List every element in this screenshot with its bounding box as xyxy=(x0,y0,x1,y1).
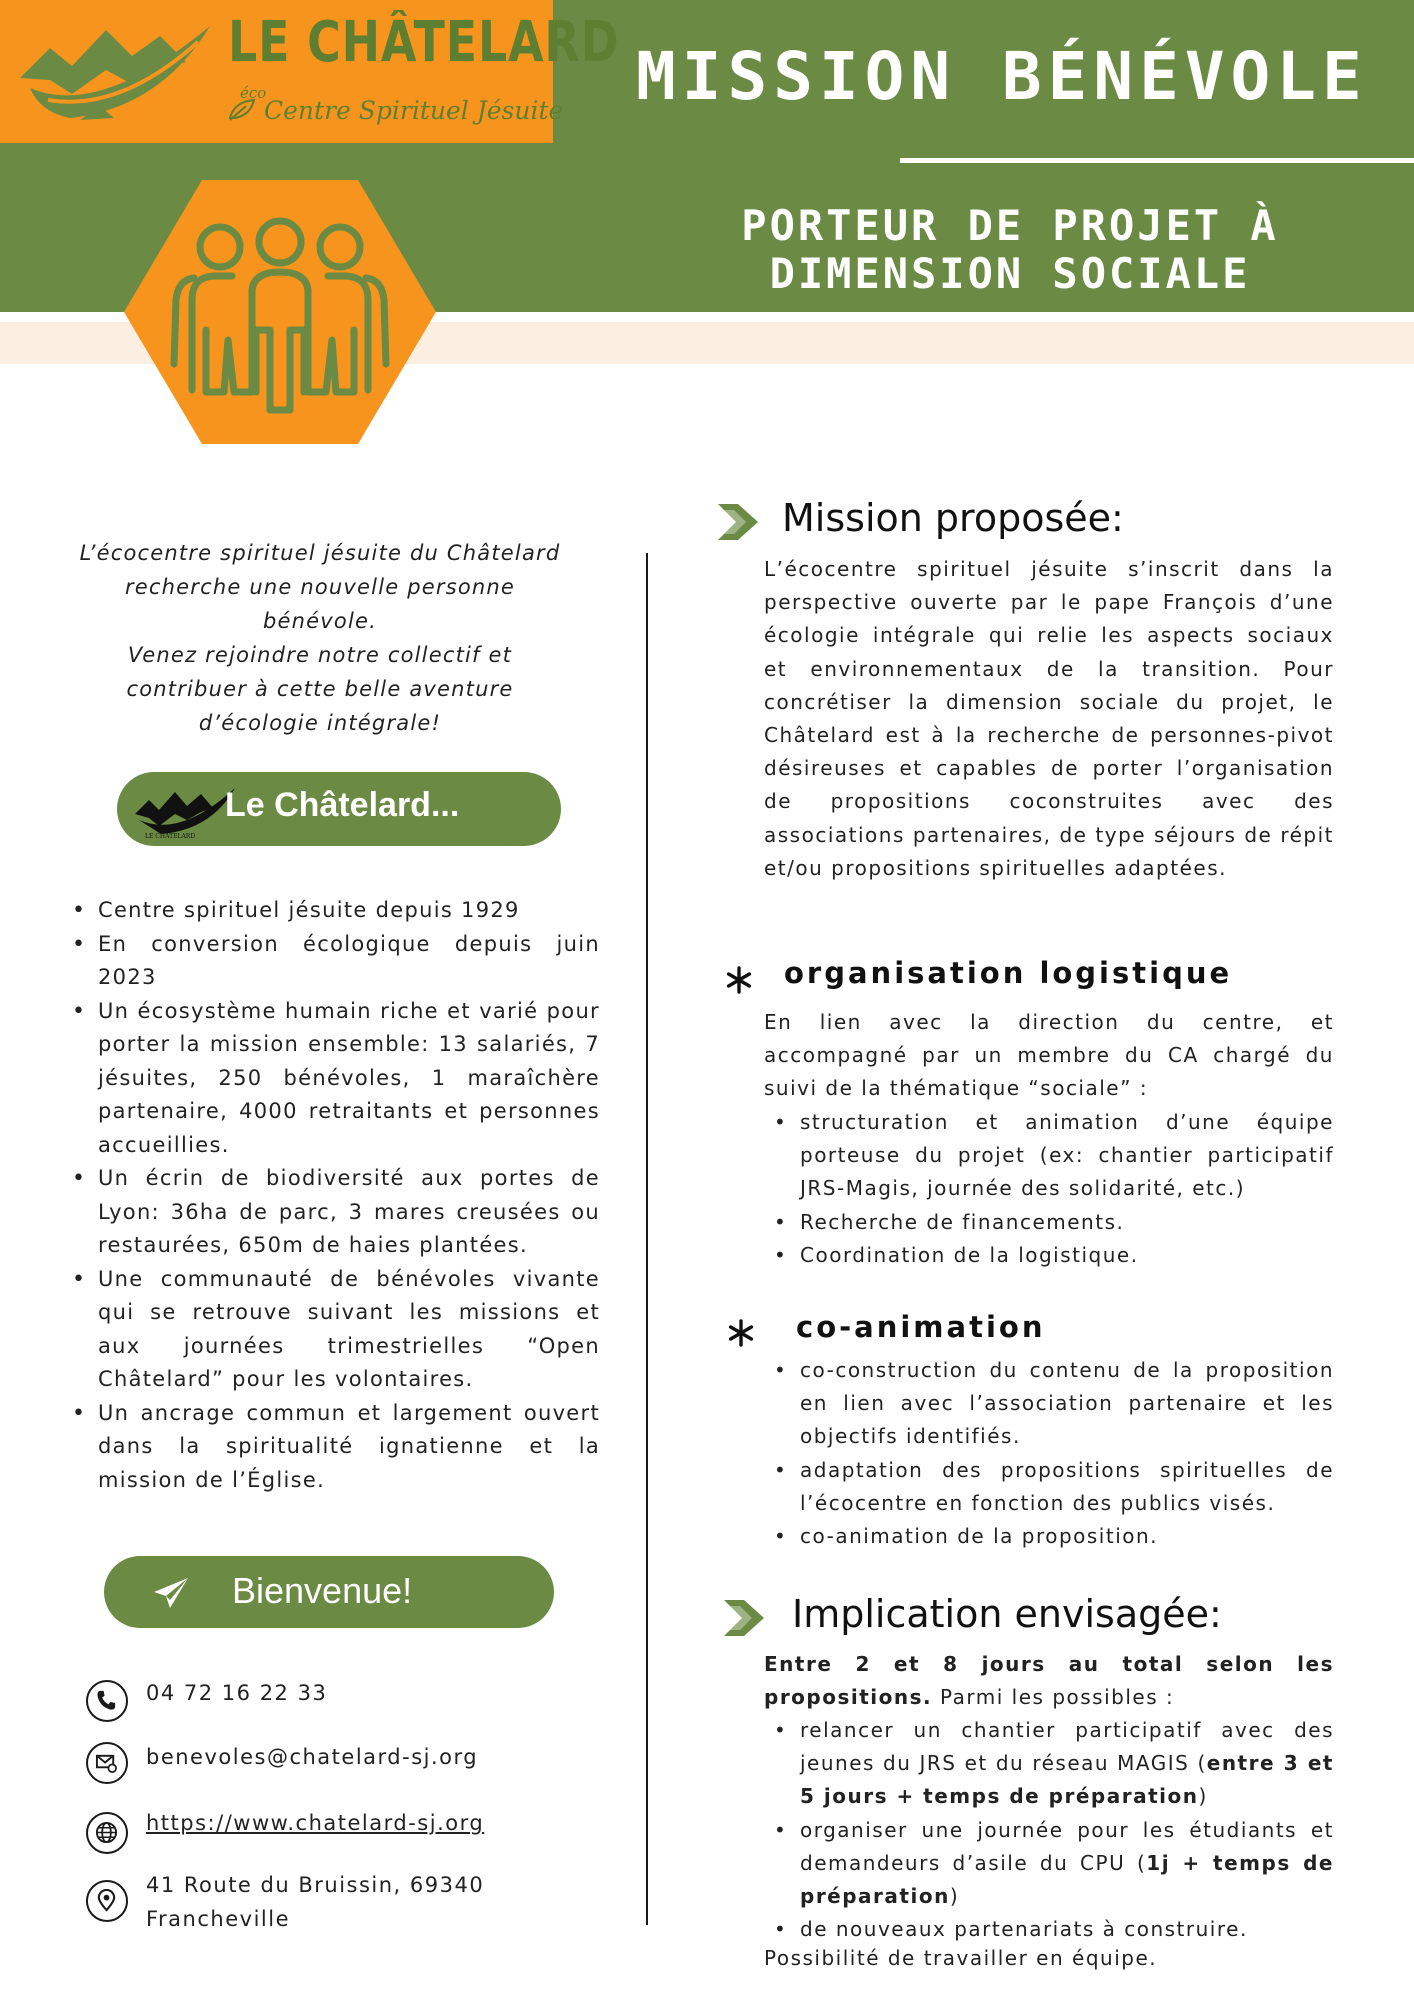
chevron-arrow-icon xyxy=(722,1598,766,1638)
item-end: ) xyxy=(1198,1784,1208,1809)
organisation-list xyxy=(764,1106,1334,1272)
list-item: • structuration et animation d’une équipe porteuse du projet (ex: chantier participatif JRS-Magis, journée des solidarité, etc.) xyxy=(764,1106,1334,1206)
list-item: • de nouveaux partenariats à construire. xyxy=(764,1913,1334,1946)
list-item: • Coordination de la logistique. xyxy=(764,1239,1334,1272)
list-item: • Centre spirituel jésuite depuis 1929 xyxy=(70,894,600,928)
list-item: • En conversion écologique depuis juin 2023 xyxy=(70,928,600,995)
chevron-arrow-icon xyxy=(716,502,760,542)
asterisk-icon xyxy=(726,1318,756,1348)
implication-intro-rest: Parmi les possibles : xyxy=(932,1685,1175,1710)
mail-icon xyxy=(86,1742,128,1784)
title-divider xyxy=(900,158,1414,163)
asterisk-icon xyxy=(724,965,754,995)
intro-line: d’écologie intégrale! xyxy=(198,711,442,735)
intro-line: bénévole. xyxy=(263,609,377,633)
item-bold: 1j + temps de préparation xyxy=(800,1850,1334,1909)
logo-subtitle: Centre Spirituel Jésuite xyxy=(264,96,564,125)
list-item: • adaptation des propositions spirituelles de l’écocentre en fonction des publics visés. xyxy=(764,1454,1334,1520)
item-text: organiser une journée pour les étudiants et demandeurs d’asile du CPU ( xyxy=(800,1817,1334,1875)
paper-plane-icon xyxy=(152,1576,190,1610)
logo-name: LE CHÂTELARD xyxy=(228,10,620,75)
intro-text xyxy=(40,536,600,740)
welcome-label: Bienvenue! xyxy=(232,1570,413,1611)
people-icon xyxy=(124,180,436,444)
subtitle-line-1: PORTEUR DE PROJET À xyxy=(741,201,1279,250)
logo-mark-icon xyxy=(10,8,220,136)
email-address[interactable]: benevoles@chatelard-sj.org xyxy=(146,1745,479,1769)
implication-list xyxy=(764,1714,1334,1946)
chatelard-banner-label: Le Châtelard... xyxy=(225,786,460,824)
website-link[interactable]: https://www.chatelard-sj.org xyxy=(146,1811,485,1835)
list-item: • co-construction du contenu de la proposition en lien avec l’association partenaire et les objectifs identifiés. xyxy=(764,1354,1334,1454)
page-title: MISSION BÉNÉVOLE xyxy=(636,38,1368,115)
column-divider xyxy=(646,553,648,1925)
list-item xyxy=(764,1714,1334,1814)
intro-line: contribuer à cette belle aventure xyxy=(126,677,514,701)
list-item: • Un écosystème humain riche et varié pour porter la mission ensemble: 13 salariés, 7 jésuites, 250 bénévoles, 1 maraîchère partenaire, 4000 retraitants et personnes accueillies. xyxy=(70,995,600,1163)
list-item: • Un ancrage commun et largement ouvert dans la spiritualité ignatienne et la mission de l’Église. xyxy=(70,1397,600,1498)
item-text: relancer un chantier participatif avec des jeunes du JRS et du réseau MAGIS ( xyxy=(800,1718,1334,1776)
list-item: • Un écrin de biodiversité aux portes de Lyon: 36ha de parc, 3 mares creusées ou restaurées, 650m de haies plantées. xyxy=(70,1162,600,1263)
implication-paragraph xyxy=(764,1648,1334,1714)
facts-list xyxy=(70,894,600,1497)
phone-number[interactable]: 04 72 16 22 33 xyxy=(146,1681,328,1705)
implication-intro-bold: Entre 2 et 8 jours au total selon les propositions. xyxy=(764,1652,1334,1710)
intro-line: recherche une nouvelle personne xyxy=(124,575,516,599)
organisation-paragraph: En lien avec la direction du centre, et accompagné par un membre du CA chargé du suivi de la thématique “sociale” : xyxy=(764,1010,1334,1101)
address xyxy=(146,1868,484,1936)
coanimation-list xyxy=(764,1354,1334,1553)
item-end: ) xyxy=(949,1884,960,1909)
list-item xyxy=(764,1814,1334,1914)
mission-paragraph: L’écocentre spirituel jésuite s’inscrit dans la perspective ouverte par le pape François d’une écologie intégrale qui relie les aspects sociaux et environnementaux de la transition. Pour concrétiser la dimension sociale du projet, le Châtelard est à la recherche de personnes-pivot désireuses et capables de porter l’organisation de propositions coconstruites avec des associations partenaires, de type séjours de répit et/ou propositions spirituelles adaptées. xyxy=(764,557,1334,880)
logo xyxy=(0,0,620,143)
address-line-1: 41 Route du Bruissin, 69340 xyxy=(146,1873,485,1897)
list-item: • Recherche de financements. xyxy=(764,1206,1334,1239)
address-line-2: Francheville xyxy=(146,1907,290,1931)
section-heading-organisation: organisation logistique xyxy=(784,956,1233,990)
phone-icon xyxy=(86,1680,128,1722)
list-item: • Une communauté de bénévoles vivante qui se retrouve suivant les missions et aux journées trimestrielles “Open Châtelard” pour les volontaires. xyxy=(70,1263,600,1397)
item-bold: entre 3 et 5 jours + temps de préparation xyxy=(800,1751,1334,1809)
subtitle-line-2: DIMENSION SOCIALE xyxy=(769,249,1251,298)
intro-line: L’écocentre spirituel jésuite du Châtelard xyxy=(79,541,561,565)
location-pin-icon xyxy=(86,1880,128,1922)
intro-line: Venez rejoindre notre collectif et xyxy=(127,643,513,667)
chatelard-banner xyxy=(117,772,561,846)
list-item: • co-animation de la proposition. xyxy=(764,1520,1334,1553)
section-heading-implication: Implication envisagée: xyxy=(792,1592,1222,1636)
implication-closing: Possibilité de travailler en équipe. xyxy=(764,1946,1158,1970)
section-heading-mission: Mission proposée: xyxy=(782,496,1124,540)
section-heading-coanimation: co-animation xyxy=(796,1310,1046,1344)
logo-eco-label: éco xyxy=(240,84,267,102)
page-subtitle xyxy=(690,202,1330,298)
welcome-banner xyxy=(104,1556,554,1628)
pill-logo-caption: LE CHÂTELARD xyxy=(145,833,196,840)
globe-icon xyxy=(86,1812,128,1854)
